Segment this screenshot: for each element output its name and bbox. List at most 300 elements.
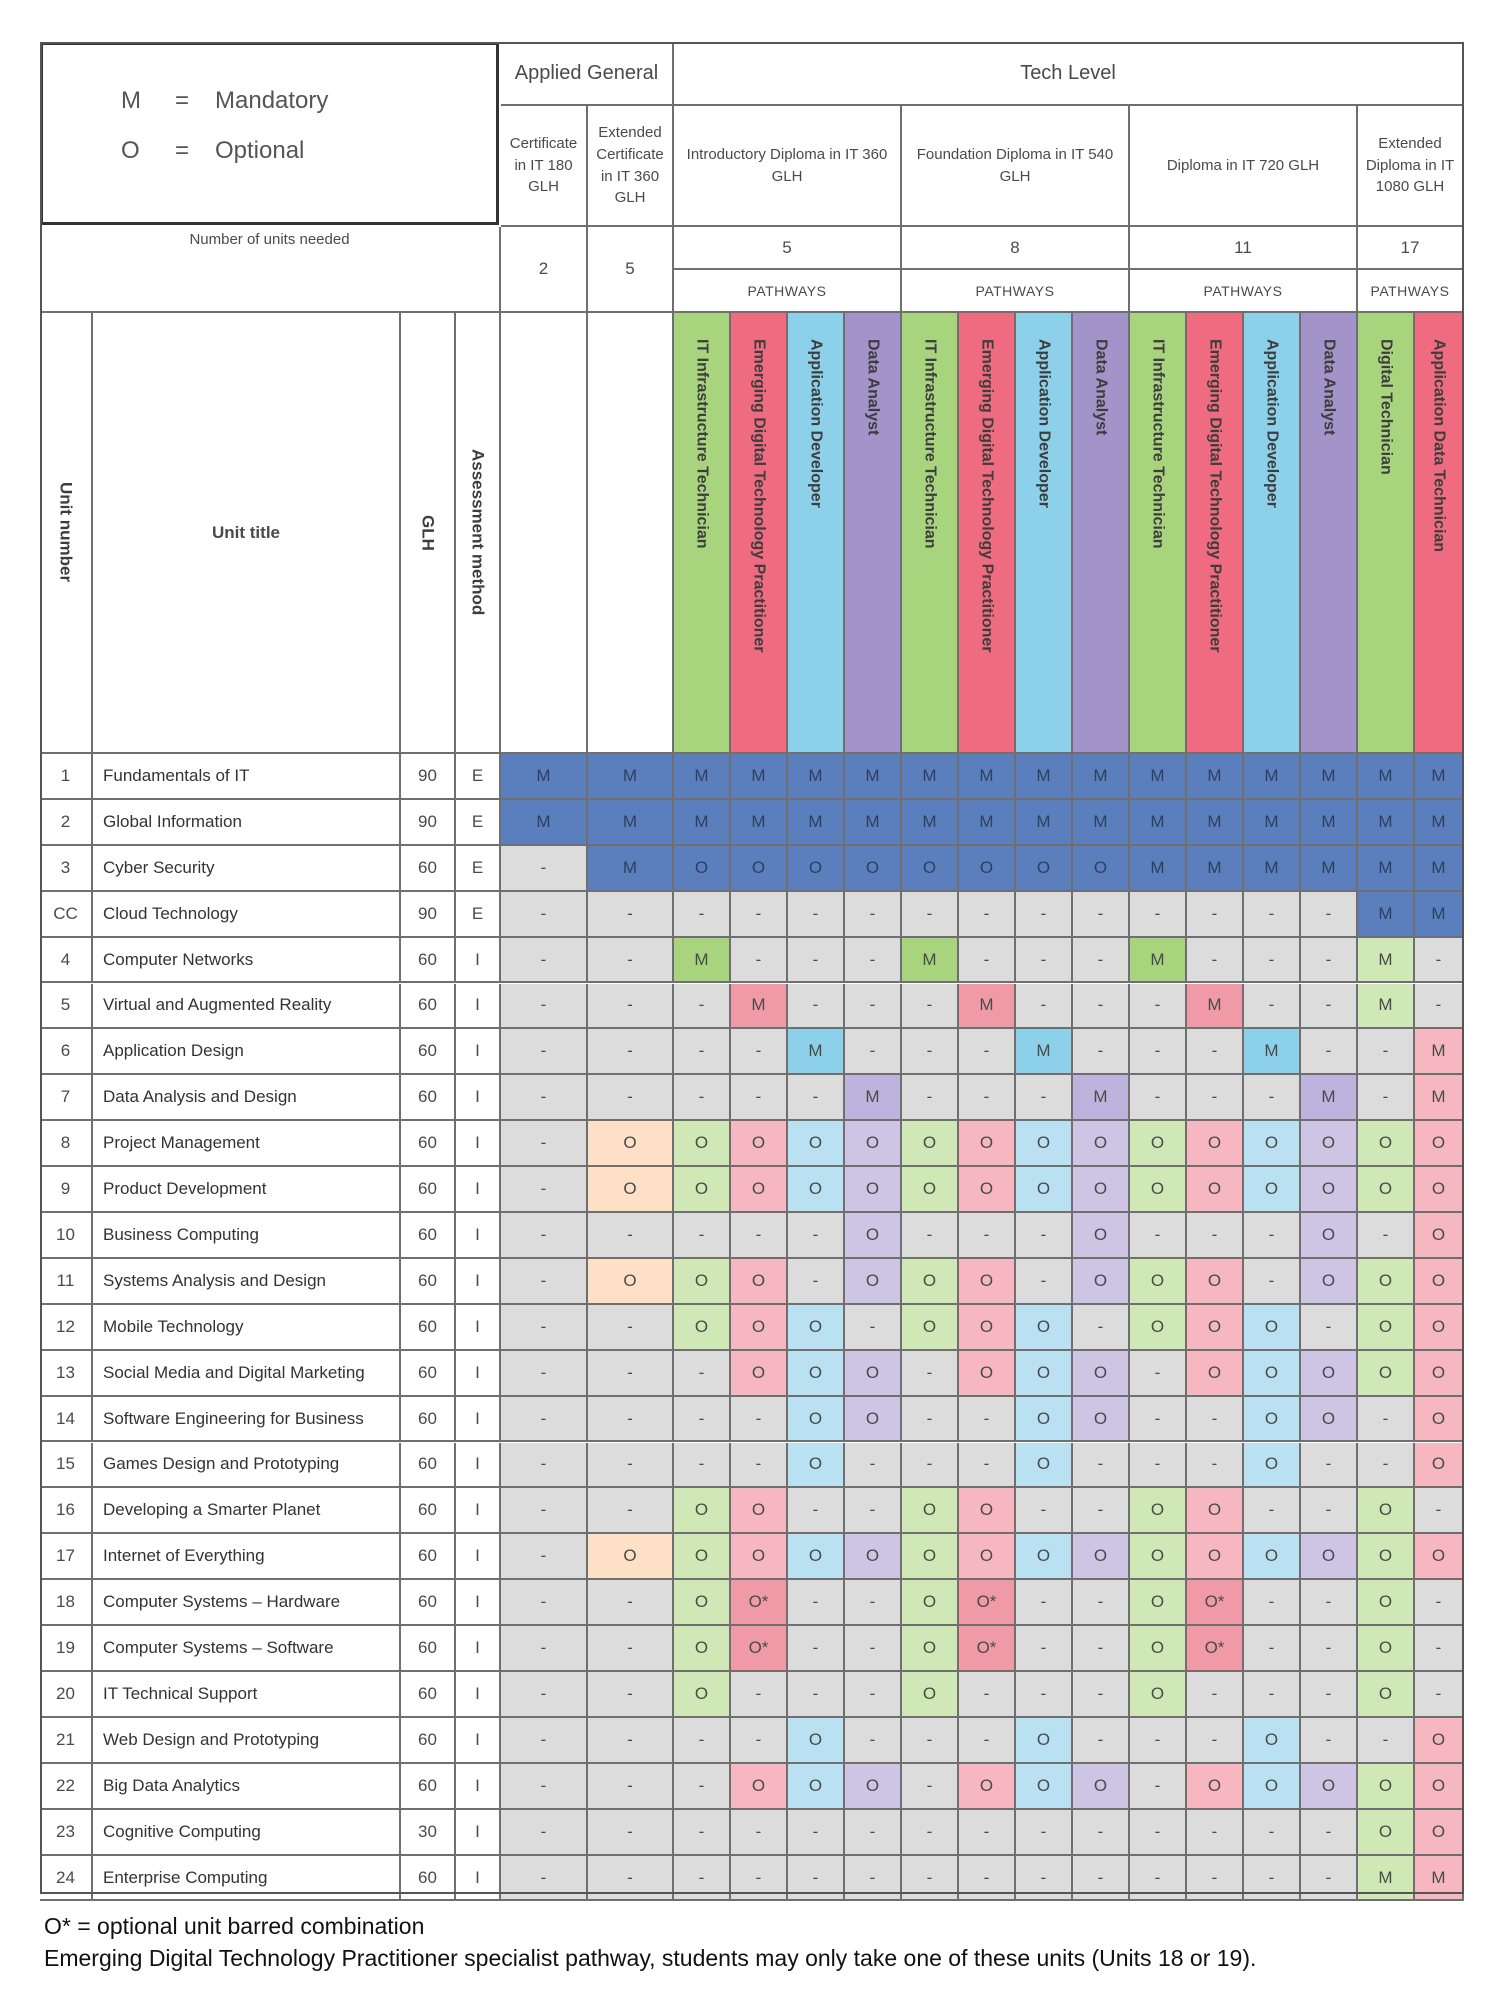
legend-code: O [121,137,140,164]
unit-assessment: I [456,1121,501,1167]
unit-requirement-cell: - [1187,1810,1244,1856]
unit-requirement-cell: - [1016,1580,1073,1626]
unit-assessment: I [456,1397,501,1443]
legend-equals: = [175,87,190,114]
unit-requirement-cell: - [902,1397,959,1443]
unit-requirement-cell: M [1130,800,1187,846]
unit-requirement-cell: - [1301,1305,1358,1351]
unit-requirement-cell: - [788,1259,845,1305]
unit-requirement-cell: - [1016,1626,1073,1672]
unit-requirement-cell: O [845,1764,902,1810]
unit-requirement-cell: - [588,1672,674,1718]
unit-requirement-cell: - [501,1534,588,1580]
unit-number: 23 [40,1810,93,1856]
unit-requirement-cell: - [1016,1856,1073,1902]
unit-requirement-cell: - [588,1856,674,1902]
unit-assessment: I [456,1534,501,1580]
unit-requirement-cell: O [674,846,731,892]
unit-requirement-cell: M [501,754,588,800]
unit-requirement-cell: M [1415,1856,1464,1902]
unit-title: Computer Systems – Software [93,1626,401,1672]
unit-requirement-cell: M [1415,846,1464,892]
unit-requirement-cell: - [1016,1810,1073,1856]
unit-requirement-cell: - [501,1259,588,1305]
unit-requirement-cell: - [1130,1764,1187,1810]
unit-assessment: I [456,1764,501,1810]
unit-requirement-cell: O [1016,1397,1073,1443]
unit-requirement-cell: - [588,1488,674,1534]
unit-requirement-cell: O [674,1672,731,1718]
unit-requirement-cell: M [731,800,788,846]
pathway-header [959,313,1016,754]
unit-requirement-cell: O [959,846,1016,892]
unit-assessment: I [456,1856,501,1902]
unit-requirement-cell: - [1073,1626,1130,1672]
unit-requirement-cell: O [1301,1121,1358,1167]
unit-requirement-cell: M [1073,754,1130,800]
unit-requirement-cell: - [1016,892,1073,938]
unit-number-header-text: Unit number [56,482,76,583]
unit-requirement-cell: - [1244,1213,1301,1259]
unit-requirement-cell: - [1301,1626,1358,1672]
unit-requirement-cell: - [1244,1488,1301,1534]
unit-requirement-cell: O [788,1764,845,1810]
unit-requirement-cell: O [1244,1397,1301,1443]
unit-title: Software Engineering for Business [93,1397,401,1443]
unit-glh: 60 [401,1213,456,1259]
unit-number: 6 [40,1029,93,1075]
unit-requirement-cell: M [588,800,674,846]
unit-requirement-cell: - [588,1397,674,1443]
unit-number: 19 [40,1626,93,1672]
unit-requirement-cell: - [1358,1029,1415,1075]
unit-requirement-cell: M [1130,938,1187,984]
unit-requirement-cell: - [1187,1443,1244,1489]
unit-requirement-cell: - [501,1121,588,1167]
unit-requirement-cell: - [1016,1488,1073,1534]
unit-requirement-cell: O [845,1167,902,1213]
unit-requirement-cell: - [1301,1810,1358,1856]
pathway-header-text: IT Infrastructure Technician [1149,339,1167,549]
unit-requirement-cell: - [674,1764,731,1810]
unit-assessment: I [456,1810,501,1856]
unit-requirement-cell: M [788,1029,845,1075]
unit-assessment: I [456,1718,501,1764]
unit-number: 10 [40,1213,93,1259]
unit-requirement-cell: - [588,1305,674,1351]
unit-glh: 60 [401,1259,456,1305]
unit-requirement-cell: - [1358,1397,1415,1443]
unit-requirement-cell: O [1415,1810,1464,1856]
unit-requirement-cell: M [1415,1075,1464,1121]
unit-requirement-cell: - [1130,1351,1187,1397]
unit-requirement-cell: - [501,1305,588,1351]
unit-title: Social Media and Digital Marketing [93,1351,401,1397]
unit-number-header [40,313,93,754]
unit-requirement-cell: - [1187,1856,1244,1902]
unit-title: Cloud Technology [93,892,401,938]
pathway-header-text: Application Developer [1263,339,1281,508]
unit-title: Developing a Smarter Planet [93,1488,401,1534]
unit-requirement-cell: - [1130,1443,1187,1489]
unit-requirement-cell: - [1016,1672,1073,1718]
units-needed-value: 5 [588,227,674,313]
unit-requirement-cell: - [501,938,588,984]
unit-requirement-cell: O [674,1534,731,1580]
unit-requirement-cell: O* [1187,1626,1244,1672]
unit-requirement-cell: - [1130,1810,1187,1856]
unit-requirement-cell: O [1244,1764,1301,1810]
unit-requirement-cell: O [1130,1534,1187,1580]
unit-requirement-cell: O [1415,1167,1464,1213]
unit-requirement-cell: O [845,846,902,892]
pathway-header-text: Application Data Technician [1430,339,1448,553]
unit-title: IT Technical Support [93,1672,401,1718]
unit-requirement-cell: - [902,892,959,938]
unit-requirement-cell: - [1244,1259,1301,1305]
unit-requirement-cell: O [959,1534,1016,1580]
unit-requirement-cell: O [1415,1764,1464,1810]
footnote-barred: O* = optional unit barred combination [44,1913,425,1939]
unit-requirement-cell: O [1073,1213,1130,1259]
unit-requirement-cell: O [788,846,845,892]
unit-requirement-cell: O* [959,1580,1016,1626]
unit-requirement-cell: O* [731,1580,788,1626]
unit-requirement-cell: - [845,1856,902,1902]
unit-requirement-cell: O [1073,1259,1130,1305]
unit-requirement-cell: O [731,846,788,892]
unit-requirement-cell: O [1130,1626,1187,1672]
unit-requirement-cell: O [674,1626,731,1672]
unit-requirement-cell: O [1187,1764,1244,1810]
unit-number: 14 [40,1397,93,1443]
unit-requirement-cell: - [845,984,902,1030]
unit-requirement-cell: - [1358,1213,1415,1259]
unit-requirement-cell: M [1244,846,1301,892]
unit-requirement-cell: - [1016,1213,1073,1259]
unit-requirement-cell: - [902,1764,959,1810]
unit-requirement-cell: - [959,1213,1016,1259]
unit-requirement-cell: O [1415,1121,1464,1167]
unit-requirement-cell: O [674,1305,731,1351]
unit-requirement-cell: M [1358,892,1415,938]
unit-requirement-cell: - [501,1626,588,1672]
unit-number: 5 [40,984,93,1030]
assessment-header-text: Assessment method [468,449,488,616]
unit-requirement-cell: O [731,1534,788,1580]
unit-requirement-cell: M [1415,1029,1464,1075]
unit-assessment: I [456,1075,501,1121]
unit-requirement-cell: O [1016,846,1073,892]
unit-requirement-cell: O [902,1167,959,1213]
unit-glh: 60 [401,1580,456,1626]
pathway-header-text: Emerging Digital Technology Practitioner [750,339,768,653]
unit-requirement-cell: - [1187,892,1244,938]
unit-assessment: I [456,1443,501,1489]
unit-requirement-cell: O [588,1259,674,1305]
unit-requirement-cell: O* [959,1626,1016,1672]
unit-requirement-cell: O [845,1351,902,1397]
unit-requirement-cell: M [1016,754,1073,800]
unit-title: Internet of Everything [93,1534,401,1580]
unit-requirement-cell: O [1358,1488,1415,1534]
unit-requirement-cell: O [1358,1121,1415,1167]
unit-requirement-cell: - [588,1029,674,1075]
glh-header-text: GLH [418,514,438,551]
glh-header [401,313,456,754]
unit-requirement-cell: M [1301,800,1358,846]
unit-requirement-cell: - [1016,984,1073,1030]
certificate-header-blank [501,313,588,754]
unit-requirement-cell: - [1016,1075,1073,1121]
unit-glh: 60 [401,1672,456,1718]
unit-requirement-cell: - [788,938,845,984]
unit-requirement-cell: - [501,1443,588,1489]
unit-requirement-cell: - [788,1488,845,1534]
group-tech-level: Tech Level [674,42,1464,106]
unit-requirement-cell: - [1130,1718,1187,1764]
unit-requirement-cell: - [845,1626,902,1672]
unit-number: 3 [40,846,93,892]
unit-requirement-cell: O [902,1534,959,1580]
unit-requirement-cell: M [674,754,731,800]
pathways-label: PATHWAYS [674,270,902,313]
pathway-header-text: IT Infrastructure Technician [693,339,711,549]
unit-title: Data Analysis and Design [93,1075,401,1121]
unit-requirement-cell: - [1244,1672,1301,1718]
footnotes [44,1910,1256,1974]
unit-title: Mobile Technology [93,1305,401,1351]
extended-certificate-header-blank [588,313,674,754]
unit-requirement-cell: - [674,1856,731,1902]
unit-requirement-cell: - [959,1029,1016,1075]
unit-glh: 60 [401,1718,456,1764]
unit-requirement-cell: O [902,1121,959,1167]
unit-requirement-cell: O [959,1121,1016,1167]
unit-requirement-cell: - [501,892,588,938]
unit-number: 16 [40,1488,93,1534]
unit-requirement-cell: - [1415,984,1464,1030]
unit-requirement-cell: - [1358,1718,1415,1764]
unit-requirement-cell: O [902,846,959,892]
unit-requirement-cell: O [1244,1167,1301,1213]
unit-title: Big Data Analytics [93,1764,401,1810]
unit-requirement-cell: O [1187,1351,1244,1397]
pathway-header-text: IT Infrastructure Technician [921,339,939,549]
unit-requirement-cell: O [1130,1580,1187,1626]
unit-requirement-cell: - [1301,1488,1358,1534]
unit-requirement-cell: O [1415,1397,1464,1443]
unit-requirement-cell: O [588,1167,674,1213]
unit-number: 11 [40,1259,93,1305]
unit-requirement-cell: M [1301,754,1358,800]
unit-requirement-cell: O [959,1764,1016,1810]
unit-requirement-cell: - [501,1856,588,1902]
unit-requirement-cell: M [1244,800,1301,846]
units-needed-label: Number of units needed [40,227,501,313]
qualification-header: Extended Certificate in IT 360 GLH [588,106,674,227]
unit-requirement-cell: - [674,1075,731,1121]
unit-requirement-cell: O [902,1305,959,1351]
unit-title: Business Computing [93,1213,401,1259]
unit-requirement-cell: O [1415,1534,1464,1580]
unit-requirement-cell: - [1244,938,1301,984]
unit-requirement-cell: - [1073,938,1130,984]
unit-requirement-cell: - [1415,1488,1464,1534]
unit-requirement-cell: - [674,1029,731,1075]
unit-assessment: I [456,938,501,984]
unit-glh: 90 [401,892,456,938]
unit-requirement-cell: - [1301,1672,1358,1718]
unit-requirement-cell: O [1130,1305,1187,1351]
unit-requirement-cell: O [1130,1259,1187,1305]
unit-title: Fundamentals of IT [93,754,401,800]
unit-requirement-cell: O [731,1259,788,1305]
unit-requirement-cell: - [1301,1580,1358,1626]
unit-assessment: E [456,800,501,846]
pathway-header [902,313,959,754]
unit-requirement-cell: O [1301,1397,1358,1443]
unit-requirement-cell: - [731,1075,788,1121]
pathway-header [1415,313,1464,754]
unit-requirement-cell: M [1301,1075,1358,1121]
unit-requirement-cell: M [1187,800,1244,846]
unit-requirement-cell: - [1415,1672,1464,1718]
unit-requirement-cell: - [1301,892,1358,938]
unit-number: 1 [40,754,93,800]
unit-glh: 60 [401,1351,456,1397]
unit-requirement-cell: - [501,1029,588,1075]
unit-title: Computer Systems – Hardware [93,1580,401,1626]
unit-requirement-cell: - [731,1397,788,1443]
qualification-header: Extended Diploma in IT 1080 GLH [1358,106,1464,227]
unit-requirement-cell: M [1358,938,1415,984]
pathway-header-text: Emerging Digital Technology Practitioner [978,339,996,653]
unit-requirement-cell: - [959,1672,1016,1718]
unit-requirement-cell: O [1073,1397,1130,1443]
unit-requirement-cell: - [845,1718,902,1764]
unit-requirement-cell: - [1073,1718,1130,1764]
unit-requirement-cell: O [731,1351,788,1397]
unit-requirement-cell: M [588,846,674,892]
unit-requirement-cell: - [1187,1029,1244,1075]
unit-glh: 60 [401,984,456,1030]
unit-title: Enterprise Computing [93,1856,401,1902]
legend-code: M [121,87,141,114]
unit-requirement-cell: - [1073,1488,1130,1534]
unit-requirement-cell: - [674,1351,731,1397]
pathway-header [1301,313,1358,754]
unit-requirement-cell: - [731,938,788,984]
unit-requirement-cell: O [1073,1121,1130,1167]
unit-requirement-cell: M [1244,754,1301,800]
unit-requirement-cell: - [788,1626,845,1672]
unit-glh: 60 [401,1305,456,1351]
unit-requirement-cell: - [902,1810,959,1856]
unit-requirement-cell: - [1187,1672,1244,1718]
unit-requirement-cell: - [1187,1213,1244,1259]
legend-meaning: Optional [215,137,305,164]
unit-assessment: I [456,1351,501,1397]
unit-requirement-cell: O [588,1534,674,1580]
unit-requirement-cell: M [1016,1029,1073,1075]
unit-requirement-cell: M [1187,846,1244,892]
unit-number: 22 [40,1764,93,1810]
unit-requirement-cell: O [731,1167,788,1213]
unit-requirement-cell: - [1415,1580,1464,1626]
unit-number: 21 [40,1718,93,1764]
unit-requirement-cell: M [1415,800,1464,846]
unit-requirement-cell: O [1415,1259,1464,1305]
unit-requirement-cell: O [731,1764,788,1810]
unit-glh: 60 [401,1443,456,1489]
unit-requirement-cell: O [1073,1534,1130,1580]
unit-requirement-cell: O [1244,1305,1301,1351]
unit-requirement-cell: O [1415,1443,1464,1489]
unit-requirement-cell: O [788,1397,845,1443]
unit-glh: 60 [401,1626,456,1672]
unit-requirement-cell: - [1073,1856,1130,1902]
unit-requirement-cell: - [1301,938,1358,984]
unit-requirement-cell: - [788,1856,845,1902]
unit-requirement-cell: M [788,754,845,800]
unit-requirement-cell: - [845,1305,902,1351]
qualification-header: Introductory Diploma in IT 360 GLH [674,106,902,227]
unit-requirement-cell: O [1187,1305,1244,1351]
unit-requirement-cell: M [1073,800,1130,846]
unit-title: Systems Analysis and Design [93,1259,401,1305]
unit-requirement-cell: O [1358,1351,1415,1397]
unit-requirement-cell: O [959,1351,1016,1397]
unit-requirement-cell: O [588,1121,674,1167]
unit-requirement-cell: O [788,1167,845,1213]
unit-requirement-cell: - [902,984,959,1030]
unit-glh: 90 [401,800,456,846]
unit-number: 7 [40,1075,93,1121]
unit-assessment: I [456,984,501,1030]
unit-requirement-cell: - [788,1580,845,1626]
legend-equals: = [175,137,190,164]
unit-requirement-cell: O [1016,1718,1073,1764]
unit-assessment: I [456,1213,501,1259]
unit-requirement-cell: O [1244,1534,1301,1580]
unit-requirement-cell: - [788,1672,845,1718]
units-needed-value: 17 [1358,227,1464,270]
units-needed-value: 5 [674,227,902,270]
unit-requirement-cell: - [1415,938,1464,984]
unit-requirement-cell: O [1244,1443,1301,1489]
unit-requirement-cell: - [731,1718,788,1764]
unit-requirement-cell: - [788,1213,845,1259]
unit-requirement-cell: - [1301,1443,1358,1489]
unit-requirement-cell: O [1358,1672,1415,1718]
unit-requirement-cell: O [1358,1259,1415,1305]
unit-requirement-cell: - [788,984,845,1030]
unit-glh: 60 [401,1029,456,1075]
unit-requirement-cell: - [902,1718,959,1764]
unit-requirement-cell: O [902,1488,959,1534]
unit-requirement-cell: O [1415,1213,1464,1259]
pathway-header [1073,313,1130,754]
unit-requirement-cell: - [1187,1397,1244,1443]
unit-requirement-cell: - [845,1810,902,1856]
pathway-header-text: Application Developer [807,339,825,508]
unit-requirement-cell: O [788,1351,845,1397]
unit-requirement-cell: M [959,754,1016,800]
unit-requirement-cell: - [1244,1626,1301,1672]
pathway-header [1130,313,1187,754]
unit-requirement-cell: - [674,1397,731,1443]
